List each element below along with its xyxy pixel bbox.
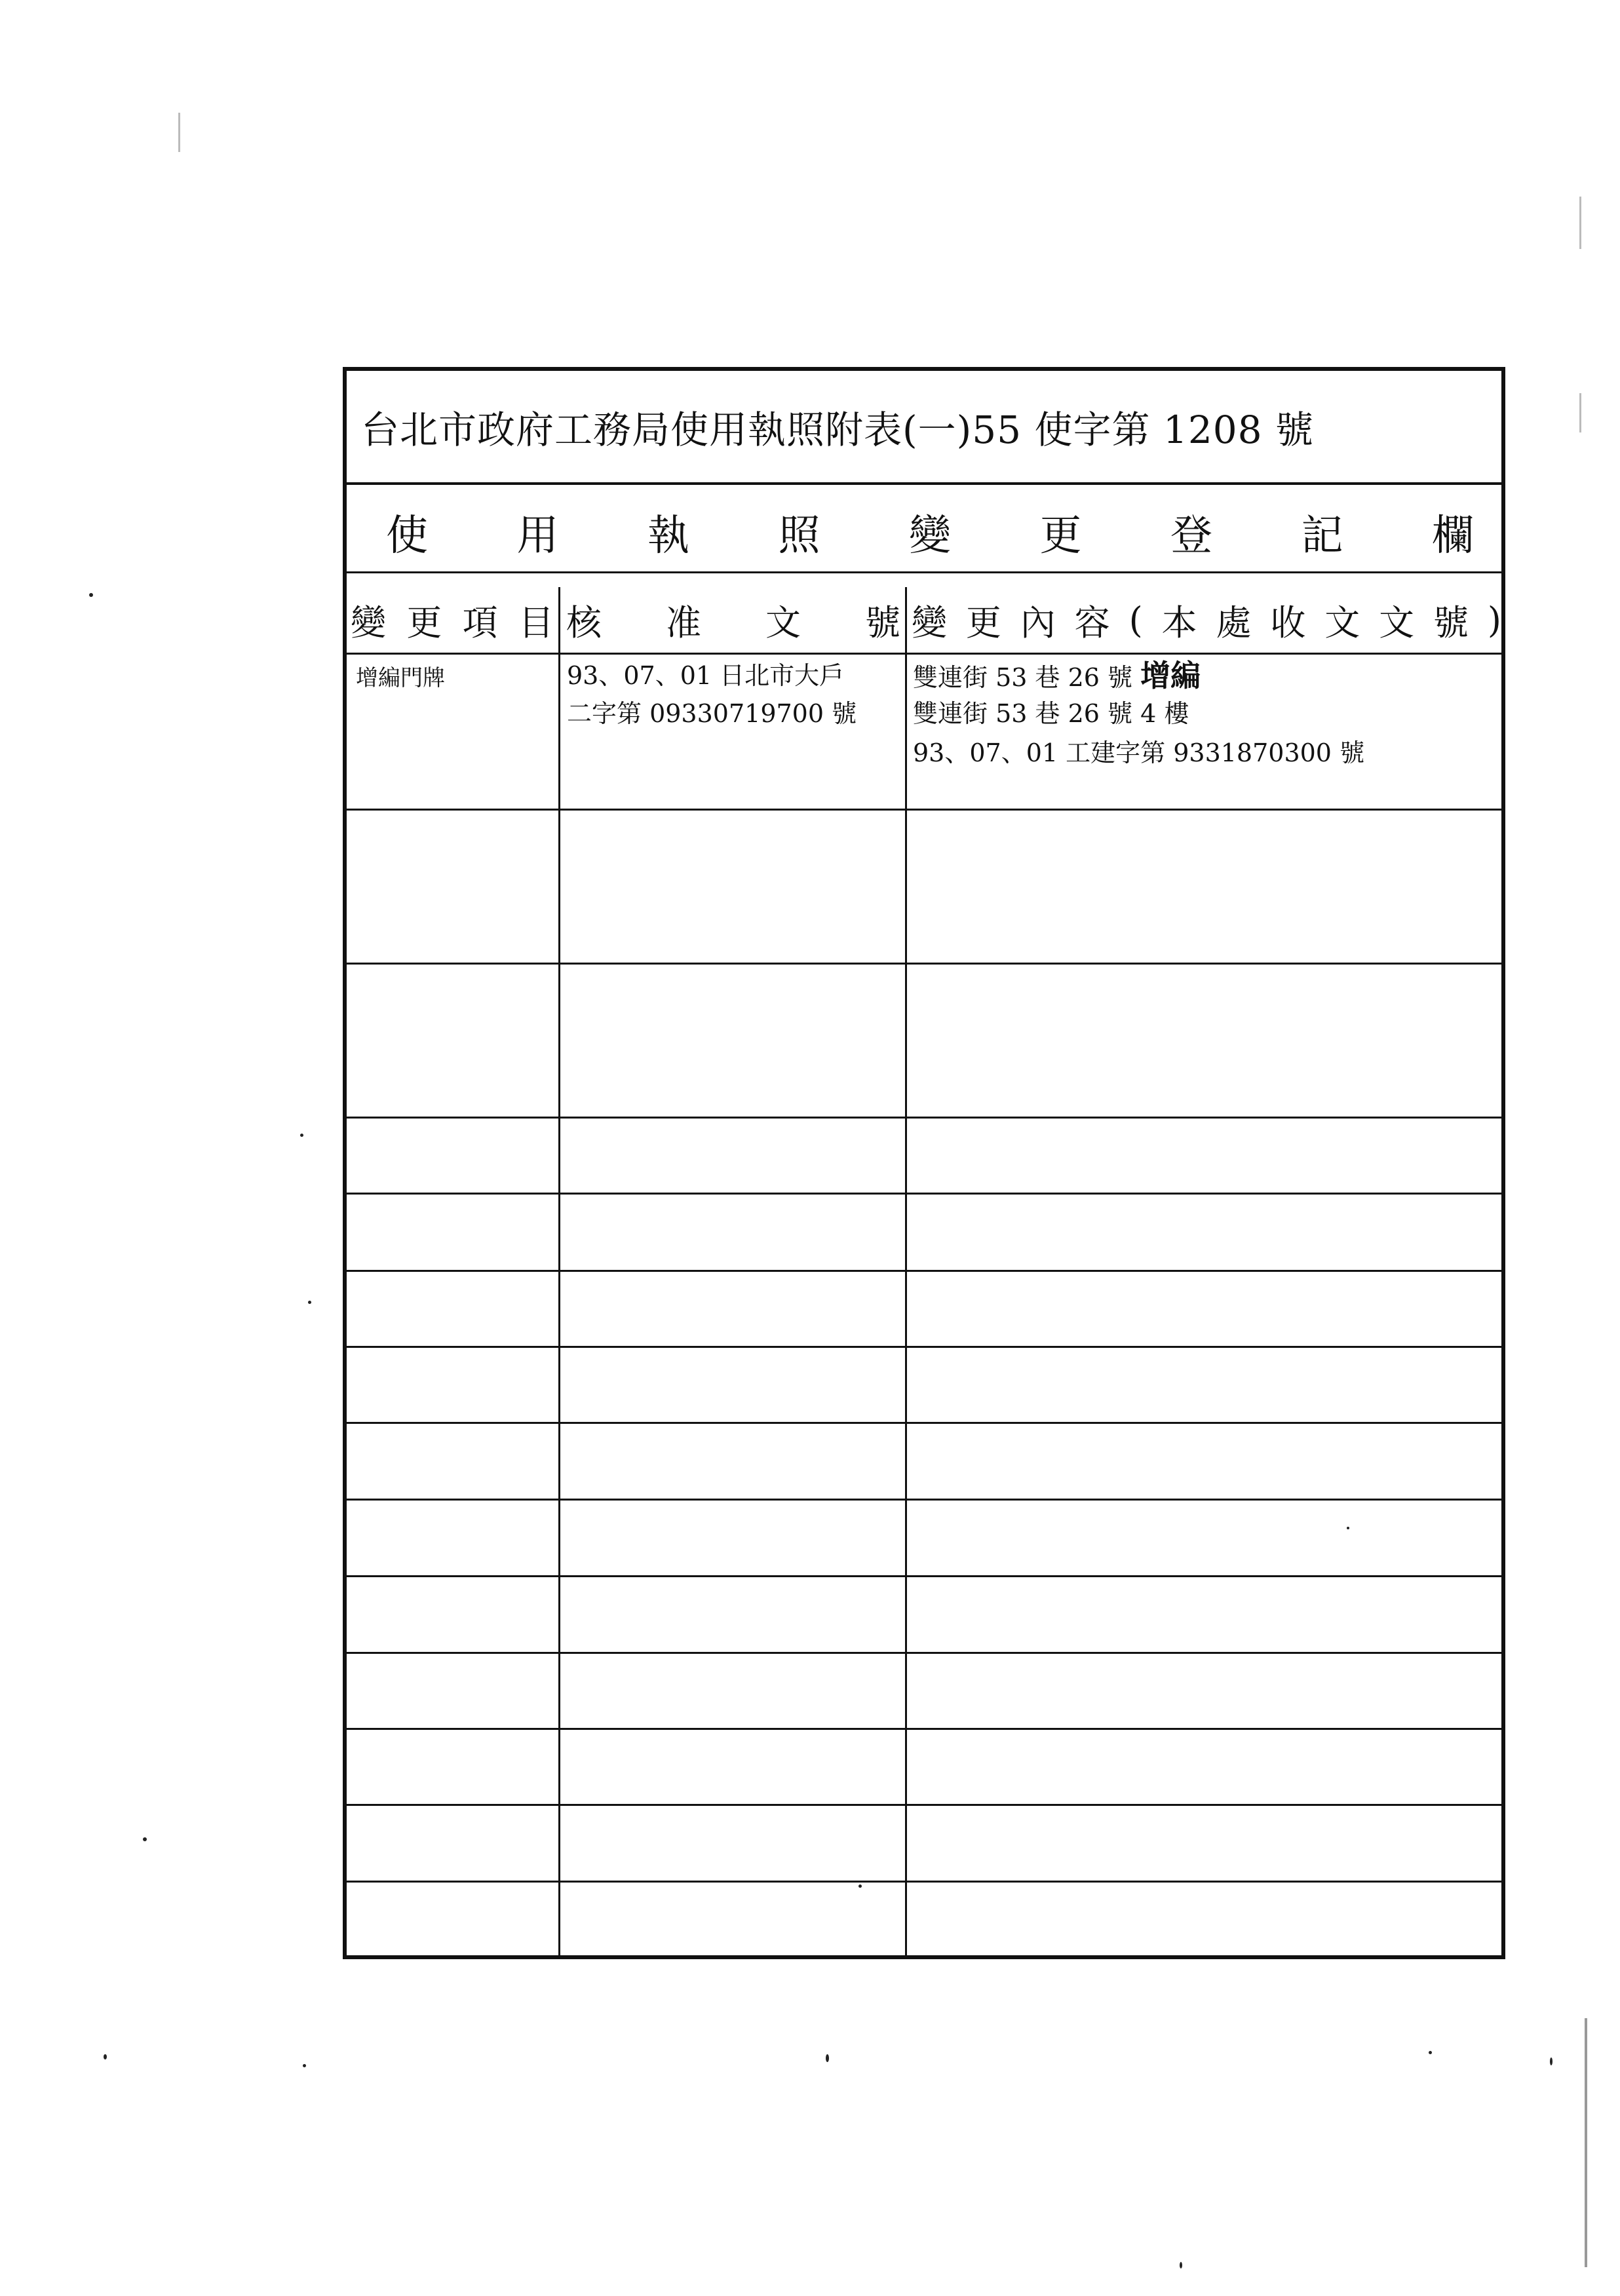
scan-artifact: [104, 2054, 107, 2059]
row-divider: [347, 1499, 1501, 1501]
approval-number-line: 93、07、01 日北市大戶: [567, 661, 845, 690]
table-header-divider: [347, 653, 1501, 655]
scan-artifact: [303, 2064, 306, 2067]
column-header-item: 變 更 項 目: [351, 602, 554, 643]
row-divider: [347, 1652, 1501, 1654]
added-numbering-mark: 增編: [1140, 658, 1201, 693]
heading-char: 更: [1039, 512, 1082, 560]
scan-artifact: [143, 1837, 147, 1841]
scan-artifact: [178, 113, 180, 152]
row-divider: [347, 1881, 1501, 1883]
row-divider: [347, 1575, 1501, 1577]
column-divider: [558, 587, 560, 1959]
row-divider: [347, 809, 1501, 811]
title-divider: [347, 482, 1501, 485]
change-content-line: 雙連街 53 巷 26 號 4 樓: [913, 699, 1189, 728]
row-divider: [347, 1270, 1501, 1272]
section-heading: [386, 499, 1474, 565]
row-divider: [347, 1422, 1501, 1424]
column-header-content: 變 更 內 容 ( 本 處 收 文 文 號 ): [912, 599, 1501, 643]
scan-artifact: [300, 1134, 303, 1137]
scan-artifact: [1550, 2057, 1552, 2065]
scan-artifact: [1180, 2262, 1182, 2268]
form-title: 台北市政府工務局使用執照附表(一)55 使字第 1208 號: [361, 408, 1314, 452]
scan-artifact: [1579, 393, 1581, 432]
row-divider: [347, 963, 1501, 965]
scan-artifact: [308, 1301, 311, 1304]
change-item-cell: 增編門牌: [356, 665, 445, 691]
scan-artifact: [826, 2054, 829, 2062]
row-divider: [347, 1346, 1501, 1348]
row-divider: [347, 1193, 1501, 1195]
heading-char: 使: [386, 512, 428, 560]
column-divider: [905, 587, 907, 1959]
heading-char: 登: [1170, 512, 1212, 560]
heading-divider: [347, 571, 1501, 573]
row-divider: [347, 1804, 1501, 1806]
scan-artifact: [1579, 197, 1581, 249]
heading-char: 執: [647, 512, 689, 560]
change-content-line: 93、07、01 工建字第 9331870300 號: [913, 738, 1365, 767]
scan-artifact: [1429, 2051, 1432, 2054]
change-content-line: 雙連街 53 巷 26 號 增編: [913, 658, 1201, 693]
row-divider: [347, 1117, 1501, 1119]
scan-artifact: [858, 1885, 862, 1888]
heading-char: 欄: [1432, 512, 1474, 560]
heading-char: 用: [516, 512, 559, 560]
registration-form: [343, 367, 1505, 1959]
heading-char: 記: [1301, 512, 1343, 560]
column-header-approval: 核 准 文 號: [566, 602, 900, 643]
approval-number-line: 二字第 09330719700 號: [567, 699, 857, 728]
heading-char: 照: [778, 512, 820, 560]
heading-char: 變: [909, 512, 951, 560]
scan-artifact: [1347, 1527, 1349, 1529]
row-divider: [347, 1728, 1501, 1730]
scan-artifact: [1585, 2018, 1587, 2267]
scan-artifact: [89, 593, 93, 597]
